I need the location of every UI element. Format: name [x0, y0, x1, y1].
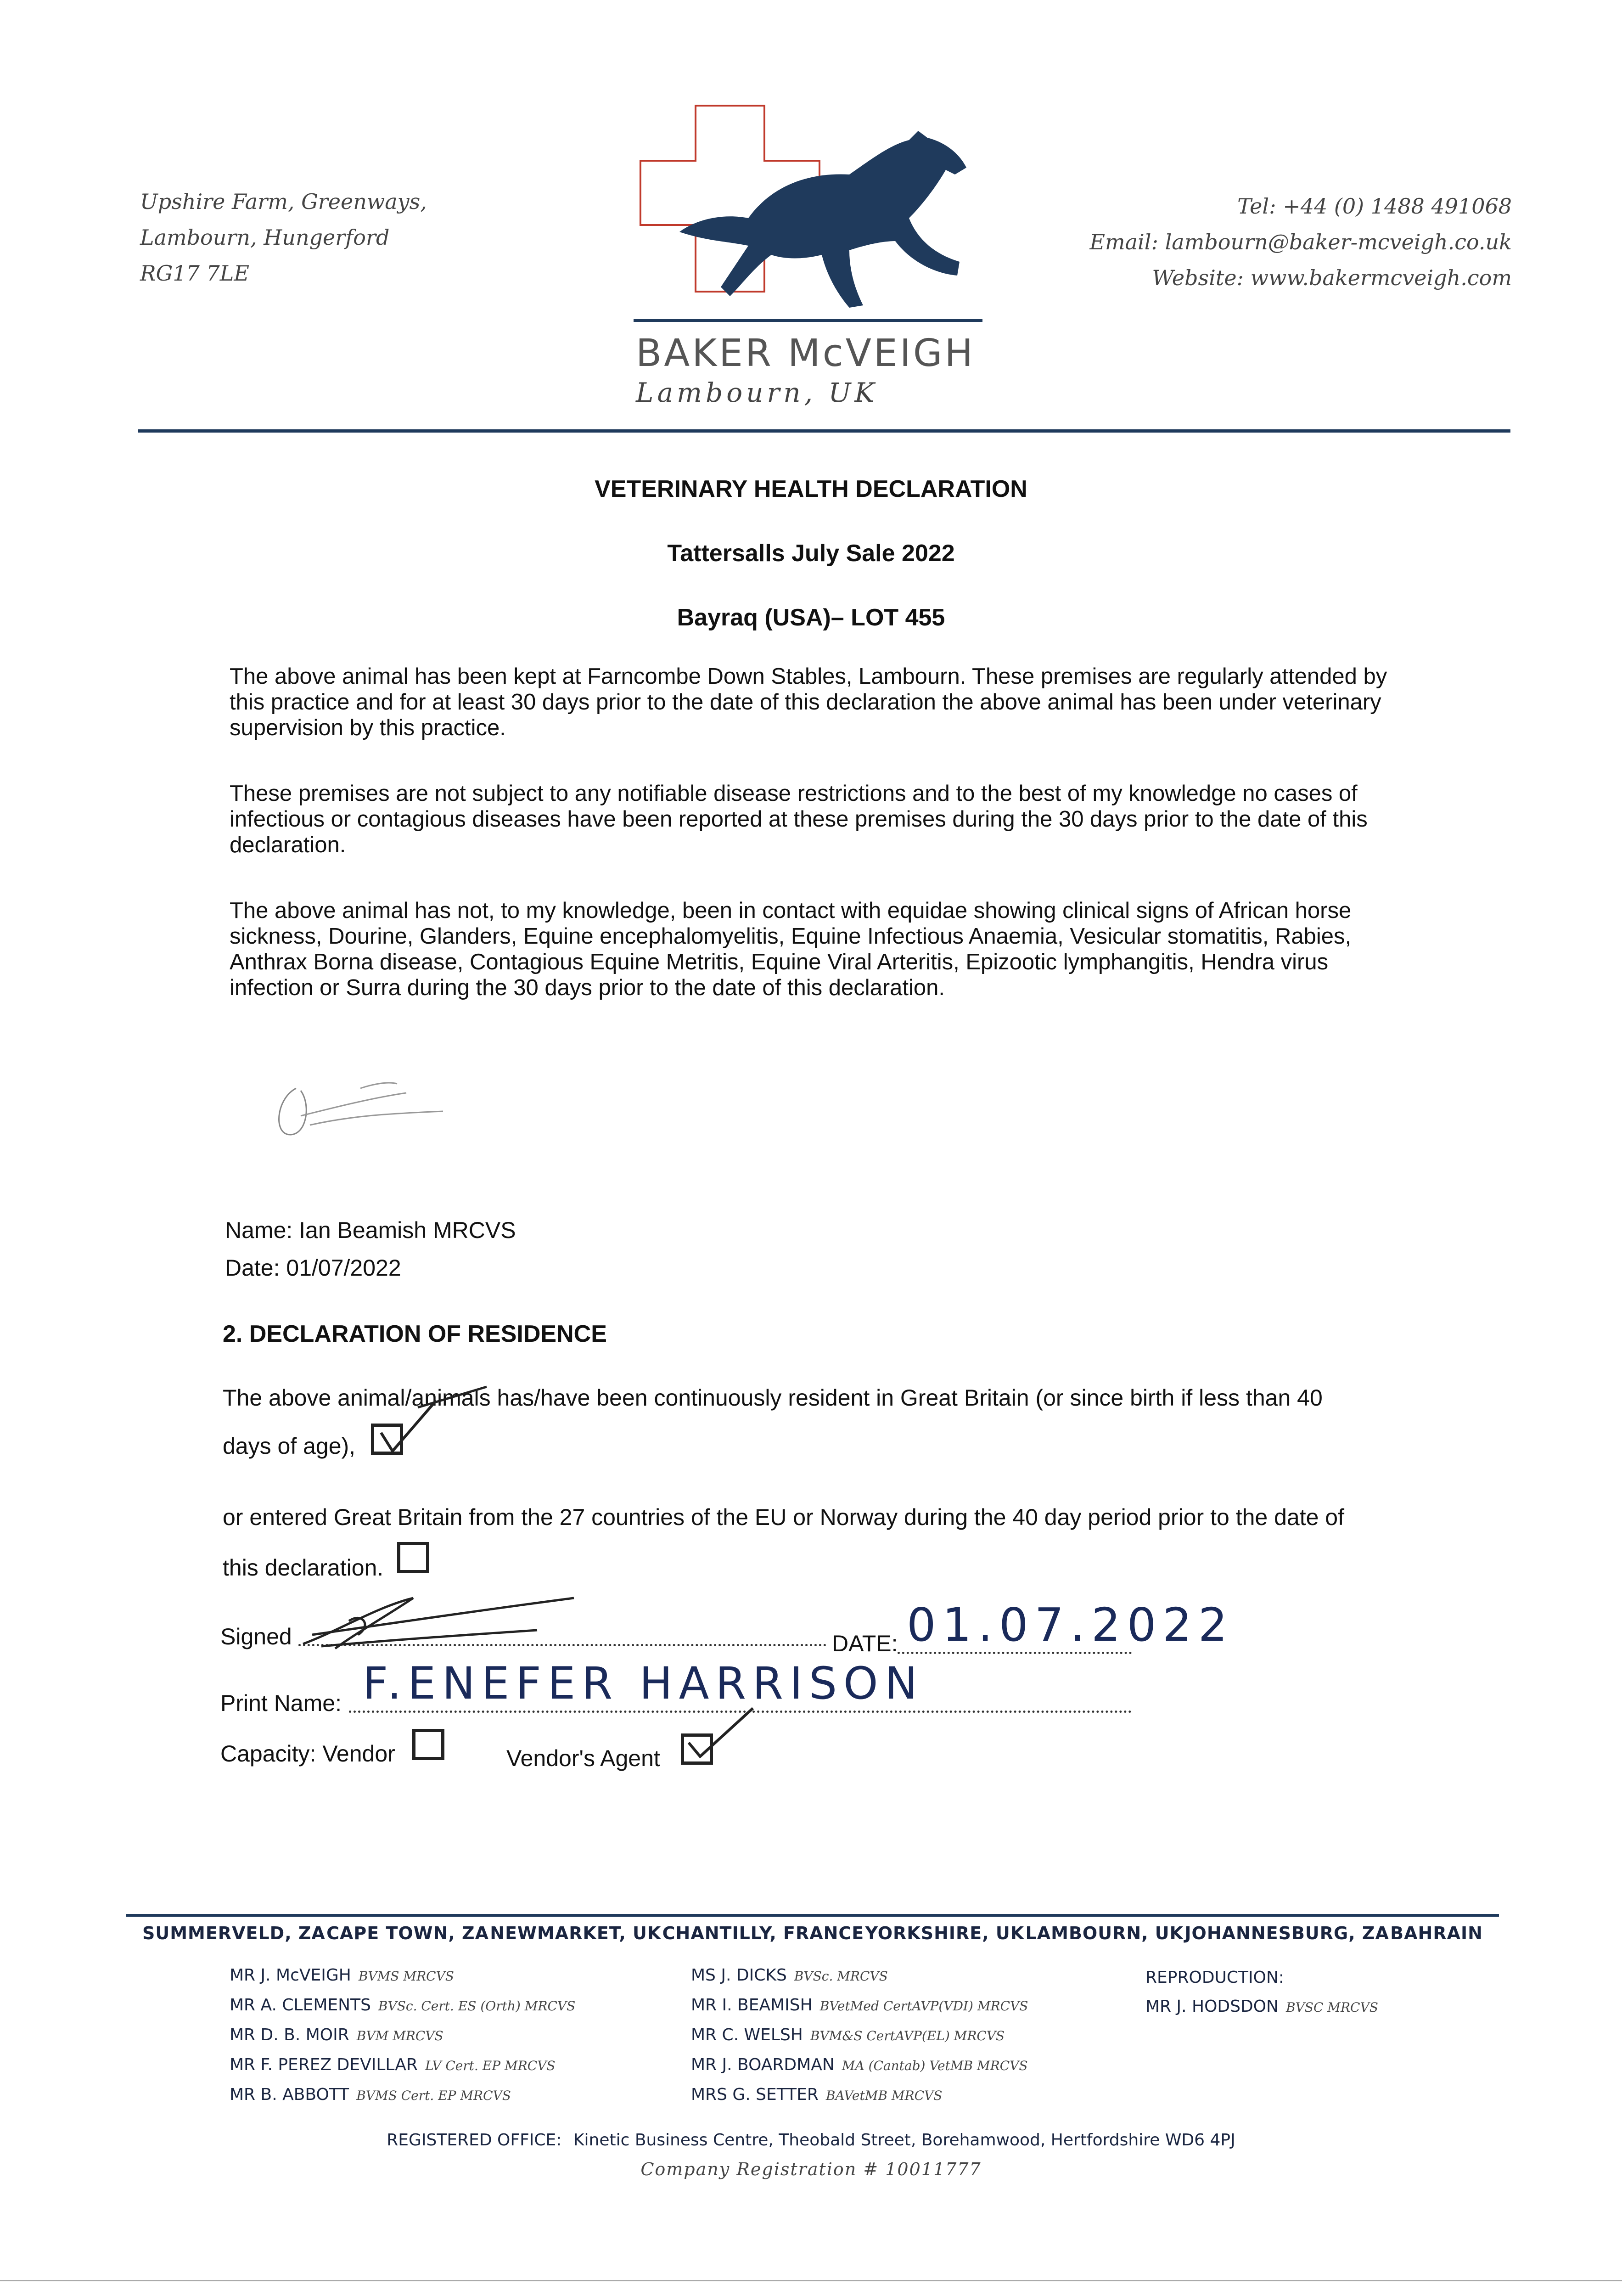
sale-title: Tattersalls July Sale 2022 — [667, 540, 955, 567]
strikethrough-mark — [413, 1384, 491, 1410]
registered-label: REGISTERED OFFICE: — [387, 2131, 562, 2150]
date-dotted-line — [898, 1652, 1132, 1654]
staff-member: MRS G. SETTER BAVetMB MRCVS — [691, 2085, 943, 2104]
staff-member: MR F. PEREZ DEVILLAR LV Cert. EP MRCVS — [230, 2055, 556, 2074]
address-line: Lambourn, Hungerford — [140, 225, 390, 250]
registered-office — [0, 2131, 1622, 2150]
paragraph-restrictions: These premises are not subject to any notifiable disease restrictions and to the best of my knowledge no cases of infectious or contagious diseases have been reported at these premises during the 30 days prior to the date of this declaration. — [230, 781, 1368, 857]
office: CHANTILLY, FRANCE — [662, 1923, 864, 1943]
office: CAPE TOWN, ZA — [326, 1923, 489, 1943]
staff-column-reproduction — [1145, 1963, 1378, 2022]
page-bottom-edge — [0, 2280, 1622, 2281]
staff-column-1 — [230, 1961, 575, 2110]
print-name-label: Print Name: — [220, 1690, 342, 1716]
tel: Tel: +44 (0) 1488 491068 — [1237, 194, 1512, 219]
registered-address: Kinetic Business Centre, Theobald Street, Borehamwood, Hertfordshire WD6 4PJ — [573, 2131, 1235, 2150]
declaration-title: VETERINARY HEALTH DECLARATION — [595, 476, 1027, 502]
footer-divider — [126, 1914, 1499, 1917]
paragraph-contact: The above animal has not, to my knowledge, been in contact with equidae showing clinical signs of African horse sickness, Dourine, Glanders, Equine encephalomyelitis, Equine Infectious Anaemia, Vesicular stomatitis, Rabies, Anthrax Borna disease, Contagious Equine Metritis, Equine Viral Arteritis, Epizootic lymphangitis, Hendra virus infection or Surra during the 30 days prior to the date of this declaration. — [230, 898, 1352, 1000]
vet-date: Date: 01/07/2022 — [225, 1255, 401, 1281]
paragraph-premises: The above animal has been kept at Farncombe Down Stables, Lambourn. These premises are regularly attended by this practice and for at least 30 days prior to the date of this declaration the above animal has been under veterinary supervision by this practice. — [230, 664, 1387, 740]
practice-address — [140, 184, 427, 291]
website: Website: www.bakermcveigh.com — [1152, 265, 1512, 290]
address-line: Upshire Farm, Greenways, — [140, 189, 427, 214]
date-label: DATE: — [832, 1631, 898, 1656]
staff-member: MR J. HODSDON BVSC MRCVS — [1145, 1997, 1378, 2016]
office: BAHRAIN — [1390, 1923, 1483, 1943]
office-locations — [142, 1923, 1483, 1943]
header-divider — [138, 429, 1510, 433]
residence-line2: or entered Great Britain from the 27 countries of the EU or Norway during the 40 day period prior to the date of — [223, 1504, 1344, 1530]
staff-member: MR C. WELSH BVM&S CertAVP(EL) MRCVS — [691, 2026, 1005, 2044]
residence-heading: 2. DECLARATION OF RESIDENCE — [223, 1321, 607, 1347]
staff-member: MR I. BEAMISH BVetMed CertAVP(VDI) MRCVS — [691, 1996, 1028, 2015]
baker-mcveigh-logo-icon — [634, 103, 982, 326]
email: Email: lambourn@baker-mcveigh.co.uk — [1089, 230, 1512, 254]
office: LAMBOURN, UK — [1025, 1923, 1184, 1943]
vendor-checkbox[interactable] — [412, 1729, 444, 1760]
office: YORKSHIRE, UK — [865, 1923, 1025, 1943]
date-value: 01.07.2022 — [907, 1598, 1234, 1652]
signed-label: Signed — [220, 1624, 292, 1649]
staff-member: MR B. ABBOTT BVMS Cert. EP MRCVS — [230, 2085, 511, 2104]
office: JOHANNESBURG, ZA — [1184, 1923, 1389, 1943]
office: NEWMARKET, UK — [490, 1923, 662, 1943]
vendor-signature — [285, 1580, 597, 1658]
staff-member: MS J. DICKS BVSc. MRCVS — [691, 1966, 888, 1985]
reproduction-label: REPRODUCTION: — [1145, 1968, 1285, 1987]
brand-block — [636, 331, 1003, 409]
brand-location: Lambourn, UK — [636, 377, 878, 408]
residence-line1: The above animal/animals has/have been continuously resident in Great Britain (or since birth if less than 40 — [223, 1385, 1323, 1411]
contact-details — [1053, 188, 1512, 296]
entered-checkbox[interactable] — [397, 1542, 429, 1573]
residence-line2b: this declaration. — [223, 1555, 384, 1581]
vet-name: Name: Ian Beamish MRCVS — [225, 1217, 516, 1243]
staff-member: MR A. CLEMENTS BVSc. Cert. ES (Orth) MRCVS — [230, 1996, 576, 2015]
residence-line1b: days of age), — [223, 1433, 356, 1459]
vet-signature — [269, 1070, 452, 1153]
staff-member: MR J. BOARDMAN MA (Cantab) VetMB MRCVS — [691, 2055, 1028, 2074]
check-mark-icon — [679, 1704, 758, 1768]
company-registration: Company Registration # 10011777 — [640, 2159, 982, 2179]
staff-member: MR J. McVEIGH BVMS MRCVS — [230, 1966, 454, 1985]
staff-member: MR D. B. MOIR BVM MRCVS — [230, 2026, 443, 2044]
address-line: RG17 7LE — [140, 261, 249, 286]
lot-title: Bayraq (USA)– LOT 455 — [677, 604, 945, 631]
brand-name: BAKER McVEIGH — [636, 332, 976, 375]
print-name-value: F.ENEFER HARRISON — [363, 1658, 924, 1709]
office: SUMMERVELD, ZA — [142, 1923, 326, 1943]
capacity-label: Capacity: Vendor — [220, 1741, 395, 1767]
staff-column-2 — [691, 1961, 1028, 2110]
vendors-agent-label: Vendor's Agent — [506, 1745, 660, 1771]
